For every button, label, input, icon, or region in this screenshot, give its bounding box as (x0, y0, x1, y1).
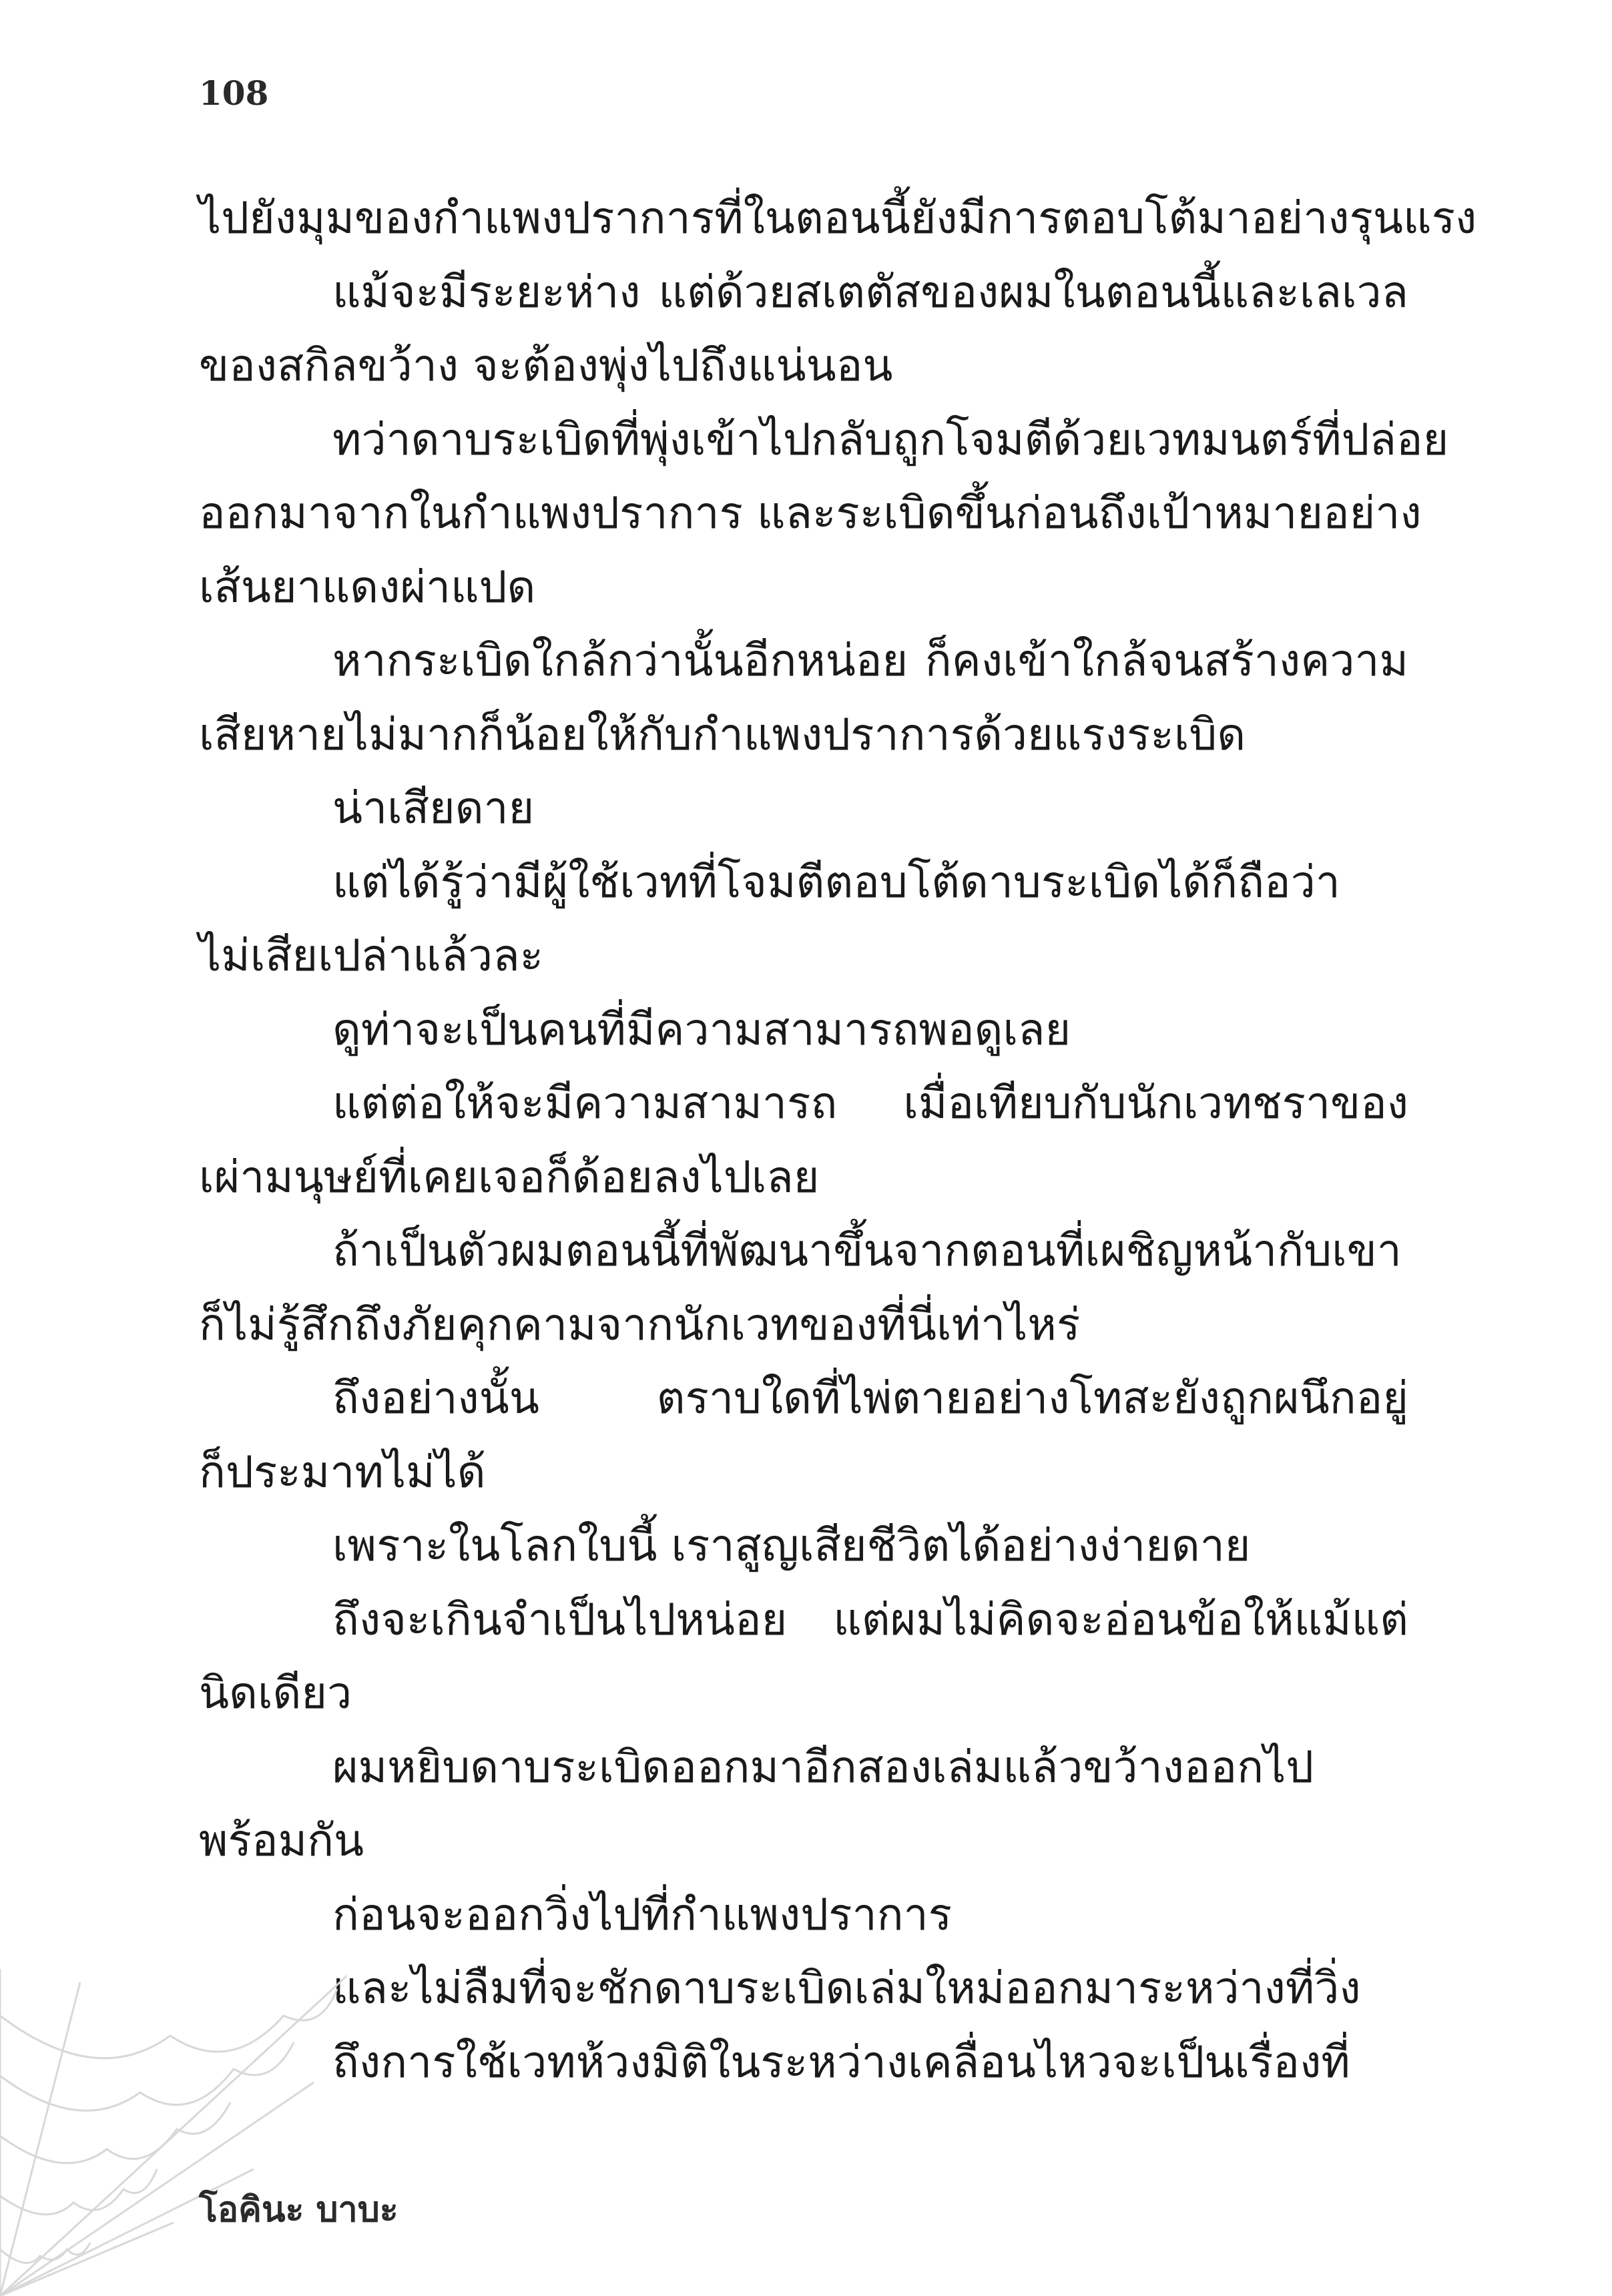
text-line: ผมหยิบดาบระเบิดออกมาอีกสองเล่มแล้วขว้างออกไป (332, 1741, 1314, 1793)
text-line: หากระเบิดใกล้กว่านั้นอีกหน่อย ก็คงเข้าใกล้จนสร้างความ (332, 635, 1408, 686)
text-line: แต่ได้รู้ว่ามีผู้ใช้เวทที่โจมตีตอบโต้ดาบระเบิดได้ก็ถือว่า (332, 856, 1340, 908)
text-line: และไม่ลืมที่จะชักดาบระเบิดเล่มใหม่ออกมาระหว่างที่วิ่ง (332, 1962, 1361, 2014)
text-line: ทว่าดาบระเบิดที่พุ่งเข้าไปกลับถูกโจมตีด้วยเวทมนตร์ที่ปล่อย (332, 413, 1449, 465)
text-line: ถึงจะเกินจำเป็นไปหน่อย แต่ผมไม่คิดจะอ่อนข้อให้แม้แต่ (332, 1593, 1408, 1645)
text-line: ไม่เสียเปล่าแล้วละ (199, 930, 544, 981)
spiderweb-icon (0, 1969, 347, 2296)
author-name: โอคินะ บาบะ (199, 2190, 398, 2230)
text-line: ดูท่าจะเป็นคนที่มีความสามารถพอดูเลย (332, 1003, 1071, 1055)
text-line: ก่อนจะออกวิ่งไปที่กำแพงปราการ (332, 1888, 953, 1940)
text-line: เพราะในโลกใบนี้ เราสูญเสียชีวิตได้อย่างง่ายดาย (332, 1520, 1251, 1571)
text-line: ก็ประมาทไม่ได้ (199, 1446, 486, 1498)
text-line: ก็ไม่รู้สึกถึงภัยคุกคามจากนักเวทของที่นี่เท่าไหร่ (199, 1298, 1081, 1350)
text-line: แม้จะมีระยะห่าง แต่ด้วยสเตตัสของผมในตอนนี้และเลเวล (332, 266, 1408, 318)
body-text (199, 182, 1477, 2099)
text-line: ถ้าเป็นตัวผมตอนนี้ที่พัฒนาขึ้นจากตอนที่เผชิญหน้ากับเขา (332, 1225, 1402, 1276)
text-line: นิดเดียว (199, 1667, 352, 1719)
text-line: ออกมาจากในกำแพงปราการ และระเบิดขึ้นก่อนถึงเป้าหมายอย่าง (199, 487, 1422, 539)
text-line: ของสกิลขว้าง จะต้องพุ่งไปถึงแน่นอน (199, 340, 893, 391)
text-line: แต่ต่อให้จะมีความสามารถ เมื่อเทียบกับนักเวทชราของ (332, 1077, 1408, 1129)
text-line: ถึงอย่างนั้น ตราบใดที่ไพ่ตายอย่างโทสะยังถูกผนึกอยู่ (332, 1372, 1408, 1424)
text-line: เสียหายไม่มากก็น้อยให้กับกำแพงปราการด้วยแรงระเบิด (199, 708, 1246, 760)
text-line: น่าเสียดาย (332, 782, 535, 834)
text-line: เผ่ามนุษย์ที่เคยเจอก็ด้อยลงไปเลย (199, 1151, 820, 1203)
text-line: เส้นยาแดงผ่าแปด (199, 561, 536, 613)
text-line: ไปยังมุมของกำแพงปราการที่ในตอนนี้ยังมีการตอบโต้มาอย่างรุนแรง (199, 192, 1477, 244)
page-number: 108 (199, 73, 269, 113)
text-line: พร้อมกัน (199, 1815, 364, 1866)
text-line: ถึงการใช้เวทห้วงมิติในระหว่างเคลื่อนไหวจะเป็นเรื่องที่ (332, 2036, 1350, 2088)
